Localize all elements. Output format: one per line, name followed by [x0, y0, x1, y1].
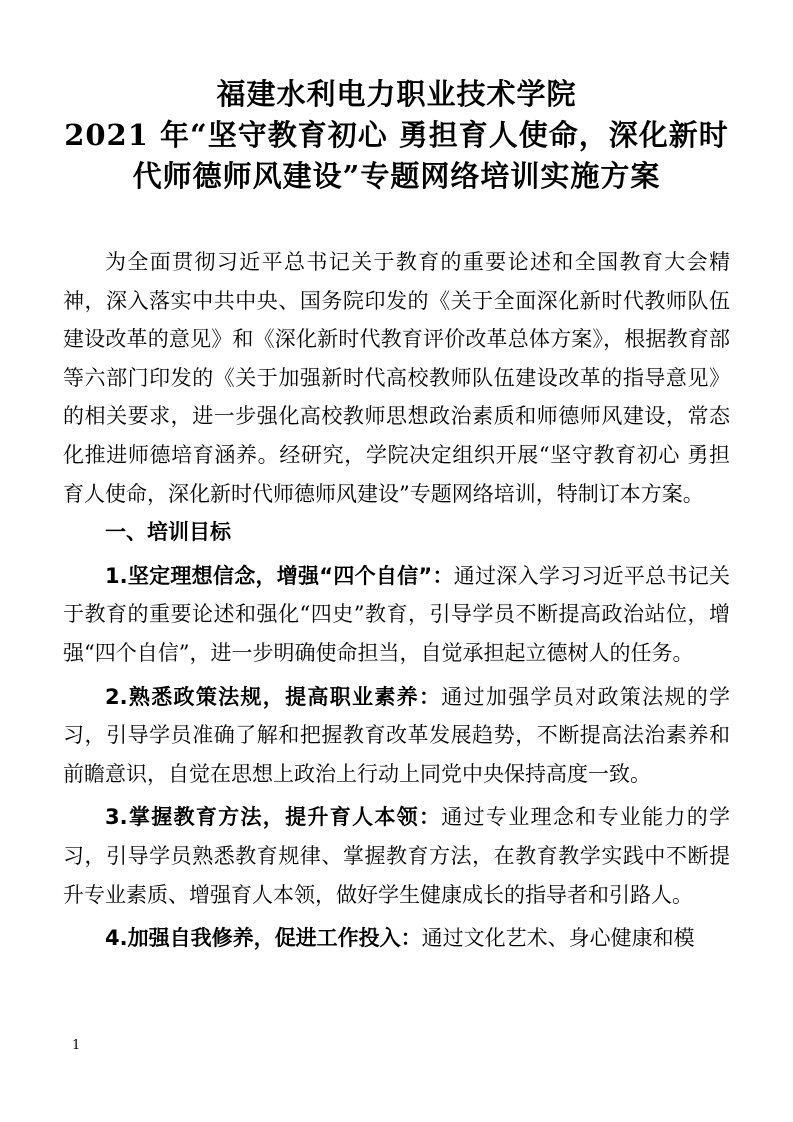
document-body — [63, 243, 730, 958]
objective-2-text: 通过加强学员对政策法规的学习，引导学员准确了解和把握教育改革发展趋势，不断提高法治素养和前瞻意识，自觉在思想上政治上行动上同党中央保持高度一致。 — [63, 684, 731, 786]
section-heading-training-objectives: 一、培训目标 — [105, 520, 231, 545]
objective-item-2 — [63, 678, 730, 794]
objective-4-label: 4.加强自我修养，促进工作投入： — [105, 926, 422, 951]
page-number: 1 — [72, 1038, 81, 1053]
document-title — [63, 74, 730, 197]
title-line-3: 代师德师风建设”专题网络培训实施方案 — [132, 159, 661, 193]
objective-1-text: 通过深入学习习近平总书记关于教育的重要论述和强化“四史”教育，引导学员不断提高政治站位，增强“四个自信”，进一步明确使命担当，自觉承担起立德树人的任务。 — [63, 563, 730, 665]
objective-3-label: 3.掌握教育方法，提升育人本领： — [105, 805, 442, 830]
objective-item-3 — [63, 798, 730, 914]
objective-4-text: 通过文化艺术、身心健康和模 — [421, 926, 695, 951]
title-line-2: 2021 年“坚守教育初心 勇担育人使命，深化新时 — [64, 118, 729, 152]
objective-2-label: 2.熟悉政策法规，提高职业素养： — [105, 684, 442, 709]
objective-item-4 — [63, 919, 730, 958]
objective-1-label: 1.坚定理想信念，增强“四个自信”： — [105, 563, 454, 588]
objective-3-text: 通过专业理念和专业能力的学习，引导学员熟悉教育规律、掌握教育方法，在教育教学实践中不断提升专业素质、增强育人本领，做好学生健康成长的指导者和引路人。 — [63, 805, 731, 907]
objective-item-1 — [63, 557, 730, 673]
document-content — [63, 74, 730, 958]
title-line-1: 福建水利电力职业技术学院 — [216, 77, 577, 111]
intro-paragraph: 为全面贯彻习近平总书记关于教育的重要论述和全国教育大会精神，深入落实中共中央、国务院印发的《关于全面深化新时代教师队伍建设改革的意见》和《深化新时代教育评价改革总体方案》，根据教育部等六部门印发的《关于加强新时代高校教师队伍建设改革的指导意见》的相关要求，进一步强化高校教师思想政治素质和师德师风建设，常态化推进师德培育涵养。经研究，学院决定组织开展“坚守教育初心 勇担育人使命，深化新时代师德师风建设”专题网络培训，特制订本方案。 — [63, 250, 730, 506]
